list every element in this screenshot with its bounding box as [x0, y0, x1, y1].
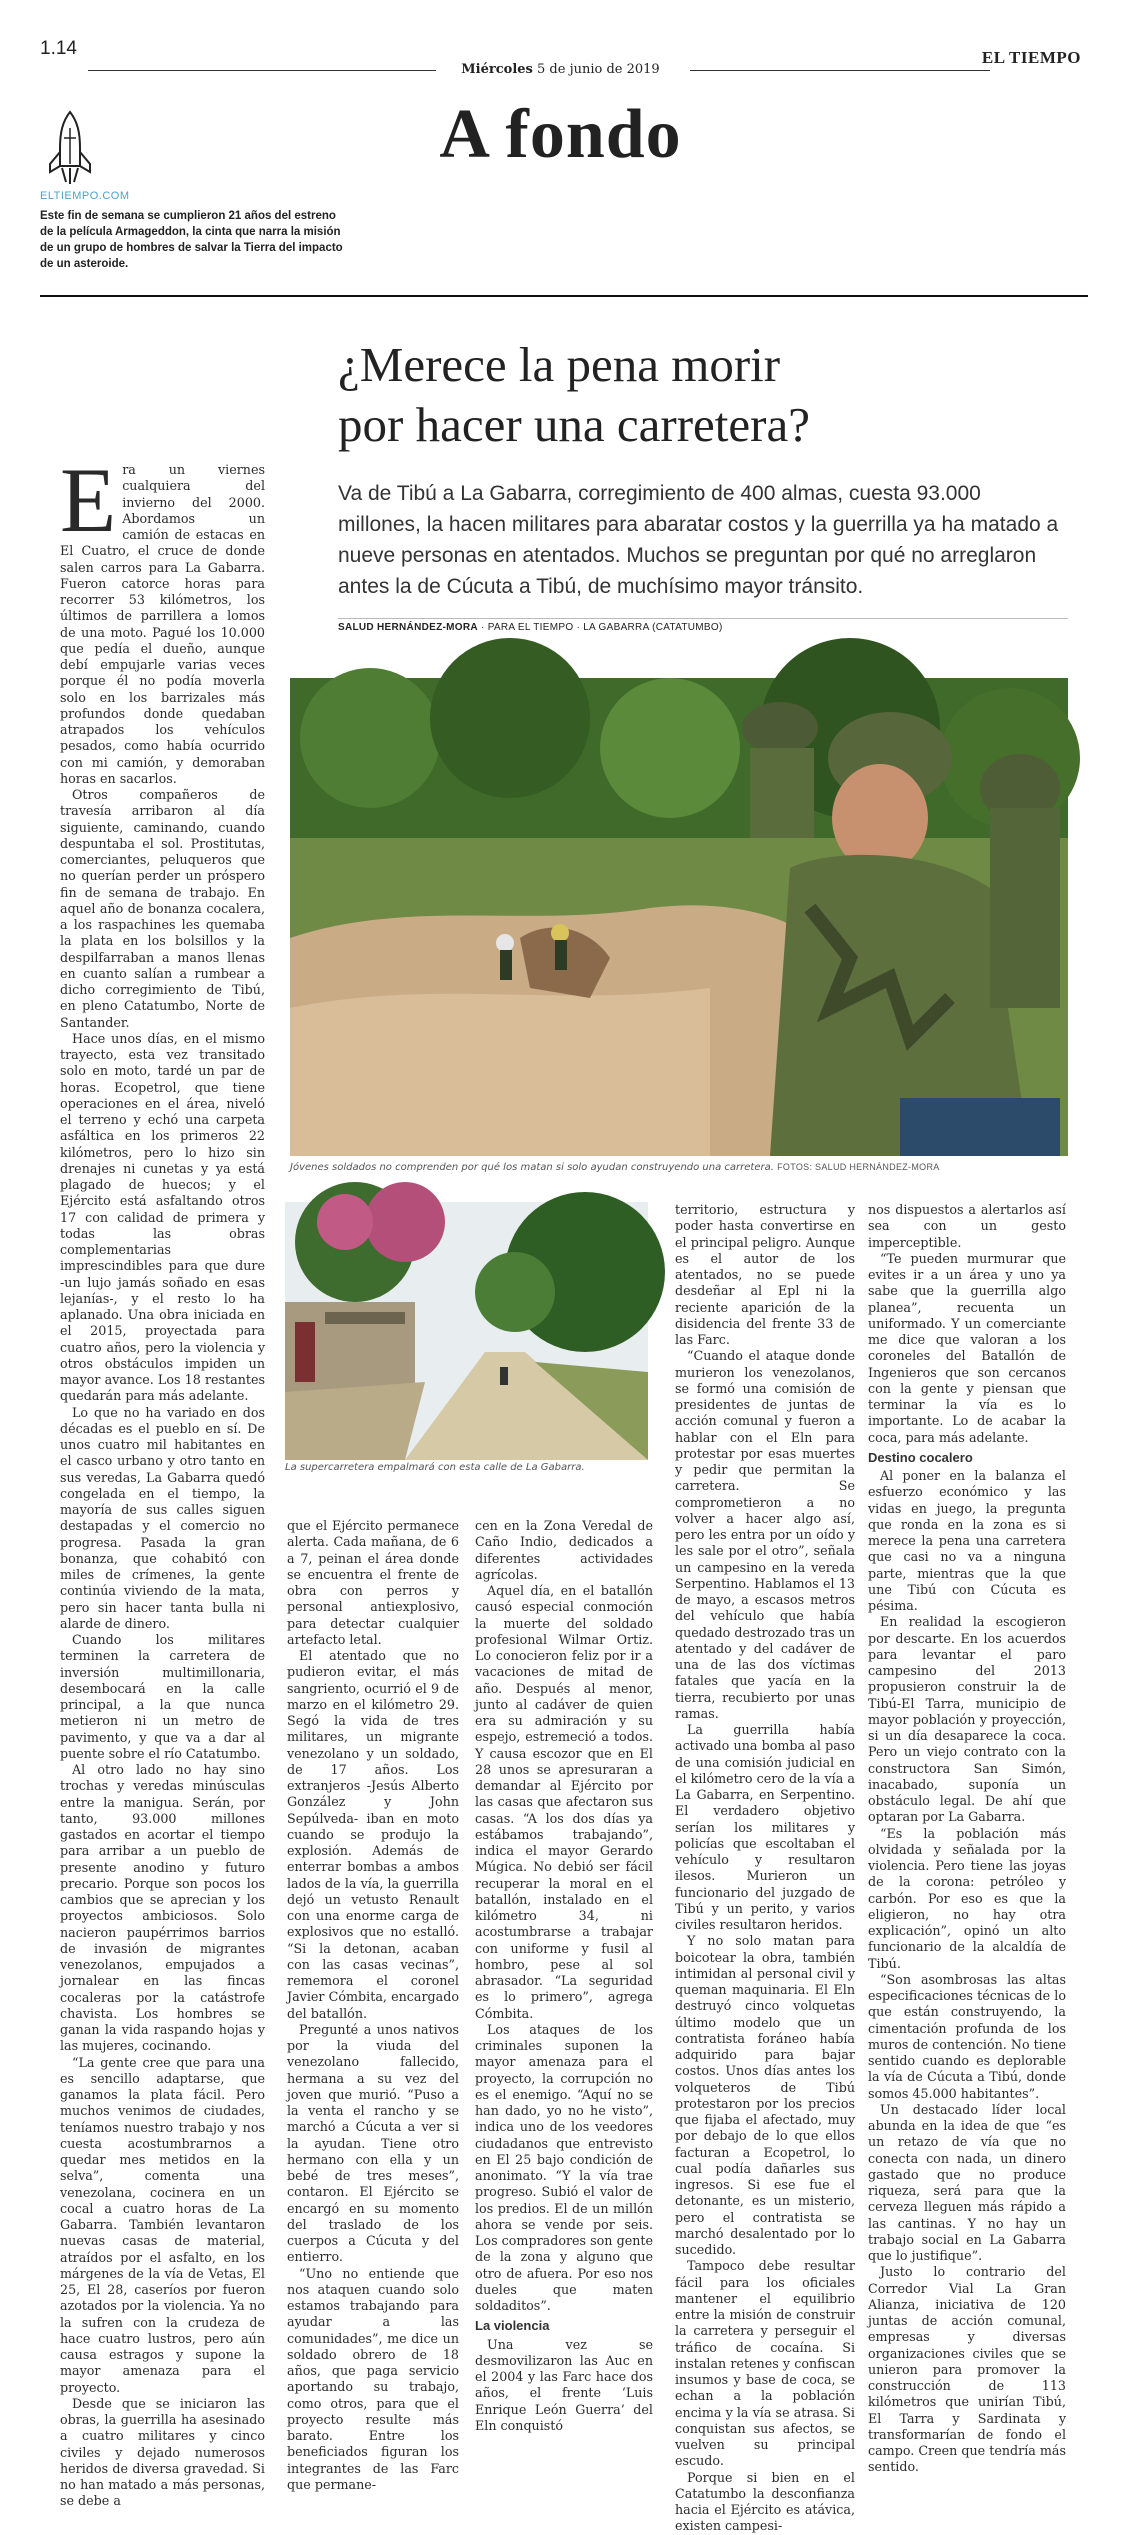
paragraph: cen en la Zona Veredal de Caño Indio, dedicados a diferentes actividades agrícolas.	[475, 1518, 653, 1582]
rocket-icon	[40, 108, 100, 186]
paragraph: Una vez se desmovilizaron las Auc en el 2004 y las Farc hace dos años, el frente ‘Luis Enrique León Guerra’ del Eln conquistó	[475, 2336, 653, 2433]
date-rest: 5 de junio de 2019	[537, 62, 660, 77]
site-label: ELTIEMPO.COM	[40, 190, 130, 202]
paragraph: “Cuando el ataque donde murieron los venezolanos, se formó una comisión de presidentes de juntas de acción comunal y fueron a hablar con el Eln para protestar por esas muertes y pedir que permitan la carretera. Se comprometieron a no volver a hacer algo así, pero les entra por un oído y les sale por el otro”, señala un campesino en la vereda Serpentino. Hablamos el 13 de mayo, a escasos metros del vehículo que había quedado destrozado tras un atentado y del cadáver de una de las dos víctimas fatales que yacía en la tierra, recubierto por unas ramas.	[675, 1348, 855, 1721]
photo-soldiers	[290, 678, 1068, 1156]
byline-author: SALUD HERNÁNDEZ-MORA	[338, 622, 478, 633]
page-number: 1.14	[40, 38, 77, 59]
paragraph: Al poner en la balanza el esfuerzo económico y las vidas en juego, la pregunta que ronda en la zona es si merece la pena una carretera que casi no va a ninguna parte, mientras que la que une Tibú con Cúcuta es pésima.	[868, 1468, 1066, 1613]
byline	[338, 622, 723, 633]
paragraph: Un destacado líder local abunda en la idea de que “es un retazo de vía que no conecta con nada, un dinero gastado que no produce riqueza, será para que la cerveza lleguen más rápido a las cantinas. Y no hay un trabajo social en La Gabarra que lo justifique”.	[868, 2101, 1066, 2263]
article-column-2	[287, 1518, 459, 2493]
date-weekday: Miércoles	[461, 62, 533, 77]
column-3-body-violencia	[475, 2337, 653, 2435]
paragraph: Al otro lado no hay sino trochas y veredas minúsculas entre la manigua. Serán, por tanto, 93.000 millones gastados en acortar el tiempo para arribar a un pueblo de presente anodino y futuro precario. Porque son pocos los cambios que se aprecian y los proyectos ambiciosos. Solo nacieron paupérrimos barrios de invasión de migrantes venezolanos, empujados a jornalear en las fincas cocaleras por la catástrofe chavista. Los hombres se ganan la vida raspando hojas y las mujeres, cocinando.	[60, 1762, 265, 2054]
article-column-4	[675, 1202, 855, 2535]
paragraph: territorio, estructura y poder hasta convertirse en el principal peligro. Aunque es el autor de los atentados, no se puede desdeñar al Epl ni la reciente aparición de la disidencia del frente 33 de las Farc.	[675, 1202, 855, 1347]
paragraph: Los ataques de los criminales suponen la mayor amenaza para el proyecto, la corrupción no es el enemigo. “Aquí no se han dado, yo no he visto”, indica uno de los veedores ciudadanos que entrevisto en El 25 bajo condición de anonimato. “Y la vía trae progreso. Subió el valor de los predios. El de un millón ahora se vende por seis. Los compradores son gente de la zona y alguno que otro de afuera. Por eso nos dueles que maten soldaditos”.	[475, 2021, 653, 2313]
paragraph: Porque si bien en el Catatumbo la desconfianza hacia el Ejército es atávica, existen campesi-	[675, 2469, 855, 2534]
brand-name: EL TIEMPO	[981, 48, 1081, 67]
byline-place: · PARA EL TIEMPO · LA GABARRA (CATATUMBO)	[480, 622, 723, 633]
paragraph: Cuando los militares terminen la carretera de inversión multimillonaria, desembocará en la calle principal, a la que nunca metieron ni un metro de pavimento, y que va a dar al puente sobre el río Catatumbo.	[60, 1632, 265, 1761]
paragraph: que el Ejército permanece alerta. Cada mañana, de 6 a 7, peinan el área donde se encuentra el frente de obra con perros y personal antiexplosivo, para detectar cualquier artefacto letal.	[287, 1518, 459, 1647]
paragraph: Otros compañeros de travesía arribaron al día siguiente, caminando, cuando despuntaba el sol. Prostitutas, comerciantes, peluqueros que no querían perder un próspero fin de semana de trabajo. En aquel año de bonanza cocalera, a los raspachines les quemaba la plata en los bolsillos y la despilfarraban a manos llenas en cuanto salían a rumbear a dicho corregimiento de Tibú, en pleno Catatumbo, Norte de Santander.	[60, 787, 265, 1030]
title-line-1: ¿Merece la pena morir	[338, 337, 781, 392]
paragraph: “Te pueden murmurar que evites ir a un área y uno ya sabe que la guerrilla algo planea”, recuenta un uniformado. Y un comerciante me dice que valoran a los coroneles del Batallón de Ingenieros que son cercanos con la gente y piensan que terminar la vía es lo importante. Lo de acabar la coca, para más adelante.	[868, 1250, 1066, 1445]
photo-credit: FOTOS: SALUD HERNÁNDEZ-MORA	[777, 1162, 940, 1172]
paragraph: Aquel día, en el batallón causó especial conmoción la muerte del soldado profesional Wilmar Ortiz. Lo conocieron feliz por ir a vacaciones de mitad de año. Después al menor, junto al cadáver de quien era su admiración y su espejo, estremeció a todos. Y causa escozor que en El 28 unos se apresuraran a demandar al Ejército por las casas que afectaron sus casas. “A los dos días ya estábamos trabajando”, indica el mayor Gerardo Múgica. No debió ser fácil recuperar la moral en el batallón, instalado en el kilómetro 34, ni acostumbrarse a trabajar con uniforme y fusil al hombro, pese al sol abrasador. “La seguridad es lo primero”, agrega Cómbita.	[475, 1583, 653, 2021]
article-column-5	[868, 1202, 1066, 2476]
title-line-2: por hacer una carretera?	[338, 397, 810, 452]
paragraph: Hace unos días, en el mismo trayecto, esta vez transitado solo en moto, tardé un par de horas. Ecopetrol, que tiene operaciones en el área, niveló el terreno y echó una carpeta asfáltica en los primeros 22 kilómetros, pero lo hizo sin drenajes ni cunetas y ya está plagado de huecos; y el Ejército está asfaltando otros 17 con calidad de primera y todas las obras complementarias imprescindibles para que dure -un lujo jamás soñado en esas lejanías-, y el resto lo ha aplanado. Una obra iniciada en el 2015, proyectada para cuatro años, pero la violencia y otros obstáculos impiden un mayor avance. Los 18 restantes quedarán para más adelante.	[60, 1030, 265, 1404]
paragraph: “Uno no entiende que nos ataquen cuando solo estamos trabajando para ayudar a las comunidades”, me dice un soldado obrero de 18 años, que paga servicio aportando su trabajo, como otros, para que el proyecto resulte más barato. Entre los beneficiados figuran los integrantes de las Farc que permane-	[287, 2265, 459, 2492]
photo-caption-1	[290, 1162, 940, 1173]
paragraph: La guerrilla había activado una bomba al paso de una comisión judicial en el kilómetro cero de la vía a La Gabarra, en Serpentino. El verdadero objetivo serían los militares y policías que escoltaban el vehículo y resultaron ilesos. Murieron un funcionario del juzgado de Tibú y un perito, y varios civiles resultaron heridos.	[675, 1722, 855, 1932]
subhead-destino: Destino cocalero	[868, 1449, 973, 1465]
paragraph: En realidad la escogieron por descarte. En los acuerdos para levantar el paro campesino del 2013 propusieron construir la de Tibú-El Tarra, municipio de mayor población y proyección, si un día desaparece la coca. Pero un viejo contrato con la constructora San Simón, inacabado, suponía un obstáculo legal. De ahí que optaran por La Gabarra.	[868, 1614, 1066, 1825]
column-5-body	[868, 1202, 1066, 1446]
drop-cap: E	[60, 449, 117, 551]
paragraph: Desde que se iniciaron las obras, la guerrilla ha asesinado a cuatro militares y cinco civiles y dejado numerosos heridos de diversa gravedad. Si no han matado a más personas, se debe a	[60, 2395, 265, 2509]
article-column-3	[475, 1518, 653, 2434]
paragraph: Pregunté a unos nativos por la viuda del venezolano fallecido, hermana a su vez del joven que murió. “Puso a la venta el rancho y se marchó a Cúcuta a ver si la ayudan. Tiene otro hermano con ella y un bebé de tres meses”, contaron. El Ejército se encargó en su momento del traslado de los cuerpos a Cúcuta y del entierro.	[287, 2021, 459, 2265]
ephemeris-note: Este fin de semana se cumplieron 21 años del estreno de la película Armageddon, la cinta que narra la misión de un grupo de hombres de salvar la Tierra del impacto de un asteroide.	[40, 210, 343, 270]
caption-1-text: Jóvenes soldados no comprenden por qué los matan si solo ayudan construyendo una carretera.	[290, 1162, 774, 1173]
article-title	[338, 335, 1058, 455]
paragraph: “La gente cree que para una es sencillo adaptarse, que ganamos la plata fácil. Pero muchos venimos de ciudades, teníamos nuestro trabajo y nos cuesta acostumbrarnos a quedar mes metidos en la selva”, comenta una venezolana, cocinera en un cocal a cuatro horas de La Gabarra. También levantaron nuevas casas de material, atraídos por el asfalto, en los márgenes de la vía de Vetas, El 25, El 28, caseríos por fueron azotados por la violencia. Ya no la sufren con la crudeza de hace cuatro lustros, pero aún causa estragos y supone la mayor amenaza para el proyecto.	[60, 2054, 265, 2395]
paragraph: Justo lo contrario del Corredor Vial La Gran Alianza, iniciativa de 120 juntas de acción comunal, empresas y diversas organizaciones civiles que se unieron para promover la construcción de 113 kilómetros que unirían Tibú, El Tarra y Sardinata y transformarían de fondo el campo. Creen que tendría más sentido.	[868, 2264, 1066, 2475]
paragraph: Era un viernes cualquiera del invierno del 2000. Abordamos un camión de estacas en El Cuatro, el cruce de donde salen carros para La Gabarra. Fueron catorce horas para recorrer 53 kilómetros, los últimos de parrillera a lomos de una moto. Pagué los 10.000 que pedía el dueño, aunque debí empujarle varias veces porque él no podía moverla solo en los barrizales más profundos donde quedaban atrapados los vehículos pesados, como había ocurrido con mi camión, y demoraban horas en sacarlos.	[60, 449, 265, 786]
paragraph: “Son asombrosas las altas especificaciones técnicas de lo que están construyendo, la cimentación profunda de los muros de contención. No tiene sentido cuando es deplorable la vía de Cúcuta a Tibú, donde somos 45.000 habitantes”.	[868, 1971, 1066, 2101]
subhead-violencia: La violencia	[475, 2318, 550, 2334]
column-5-body-destino	[868, 1468, 1066, 2476]
paragraph: Lo que no ha variado en dos décadas es el pueblo en sí. De unos cuatro mil habitantes en el casco urbano y otro tanto en sus veredas, La Gabarra quedó congelada en el tiempo, la mayoría de sus calles siguen destapadas y el comercio no progresa. Pasada la gran bonanza, que cohabitó con miles de crímenes, la gente continúa viviendo de la mata, pero sin hacer tanta bulla ni alarde de dinero.	[60, 1404, 265, 1631]
photo-street	[285, 1202, 648, 1460]
section-title: A fondo	[439, 96, 682, 173]
paragraph: El atentado que no pudieron evitar, el más sangriento, ocurrió el 9 de marzo en el kilómetro 29. Segó la vida de tres militares, un migrante venezolano y un soldado, de 17 años. Los extranjeros -Jesús Alberto González y John Sepúlveda- iban en moto cuando se produjo la explosión. Además de enterrar bombas a ambos lados de la vía, la guerrilla dejó un vetusto Renault con una enorme carga de explosivos que no estalló. “Si la detonan, acaban con las casas vecinas”, rememora el coronel Javier Cómbita, encargado del batallón.	[287, 1648, 459, 2021]
paragraph: “Es la población más olvidada y señalada por la violencia. Pero tiene las joyas de la corona: petróleo y carbón. Por eso es que la eligieron, no hay otra explicación”, opinó un alto funcionario de la alcaldía de Tibú.	[868, 1825, 1066, 1971]
column-3-body	[475, 1518, 653, 2314]
paragraph: Tampoco debe resultar fácil para los oficiales mantener el equilibrio entre la misión de construir la carretera y perseguir el tráfico de cocaína. Si instalan retenes y confiscan insumos y base de coca, se echan a la población encima y la vía se atrasa. Si conquistan sus afectos, se vuelven su principal escudo.	[675, 2258, 855, 2469]
paragraph: nos dispuestos a alertarlos así sea con un gesto imperceptible.	[868, 1202, 1066, 1250]
photo-caption-2: La supercarretera empalmará con esta calle de La Gabarra.	[285, 1462, 585, 1473]
article-column-1	[60, 449, 265, 2510]
article-lead: Va de Tibú a La Gabarra, corregimiento de 400 almas, cuesta 93.000 millones, la hacen militares para abaratar costos y la guerrilla ya ha matado a nueve personas en atentados. Muchos se preguntan por qué no arreglaron antes la de Cúcuta a Tibú, de muchísimo mayor tránsito.	[338, 482, 1059, 598]
paragraph: Y no solo matan para boicotear la obra, también intimidan al personal civil y queman maquinaria. El Eln destruyó cinco volquetas último modelo que un contratista foráneo había adquirido para bajar costos. Unos días antes los volqueteros de Tibú protestaron por los precios que fijaba el afectado, muy por debajo de lo que ellos facturan a Ecopetrol, lo cual podía dañarles sus ingresos. Si ese fue el detonante, es un misterio, pero el contratista se marchó desalentado por lo sucedido.	[675, 1933, 855, 2257]
